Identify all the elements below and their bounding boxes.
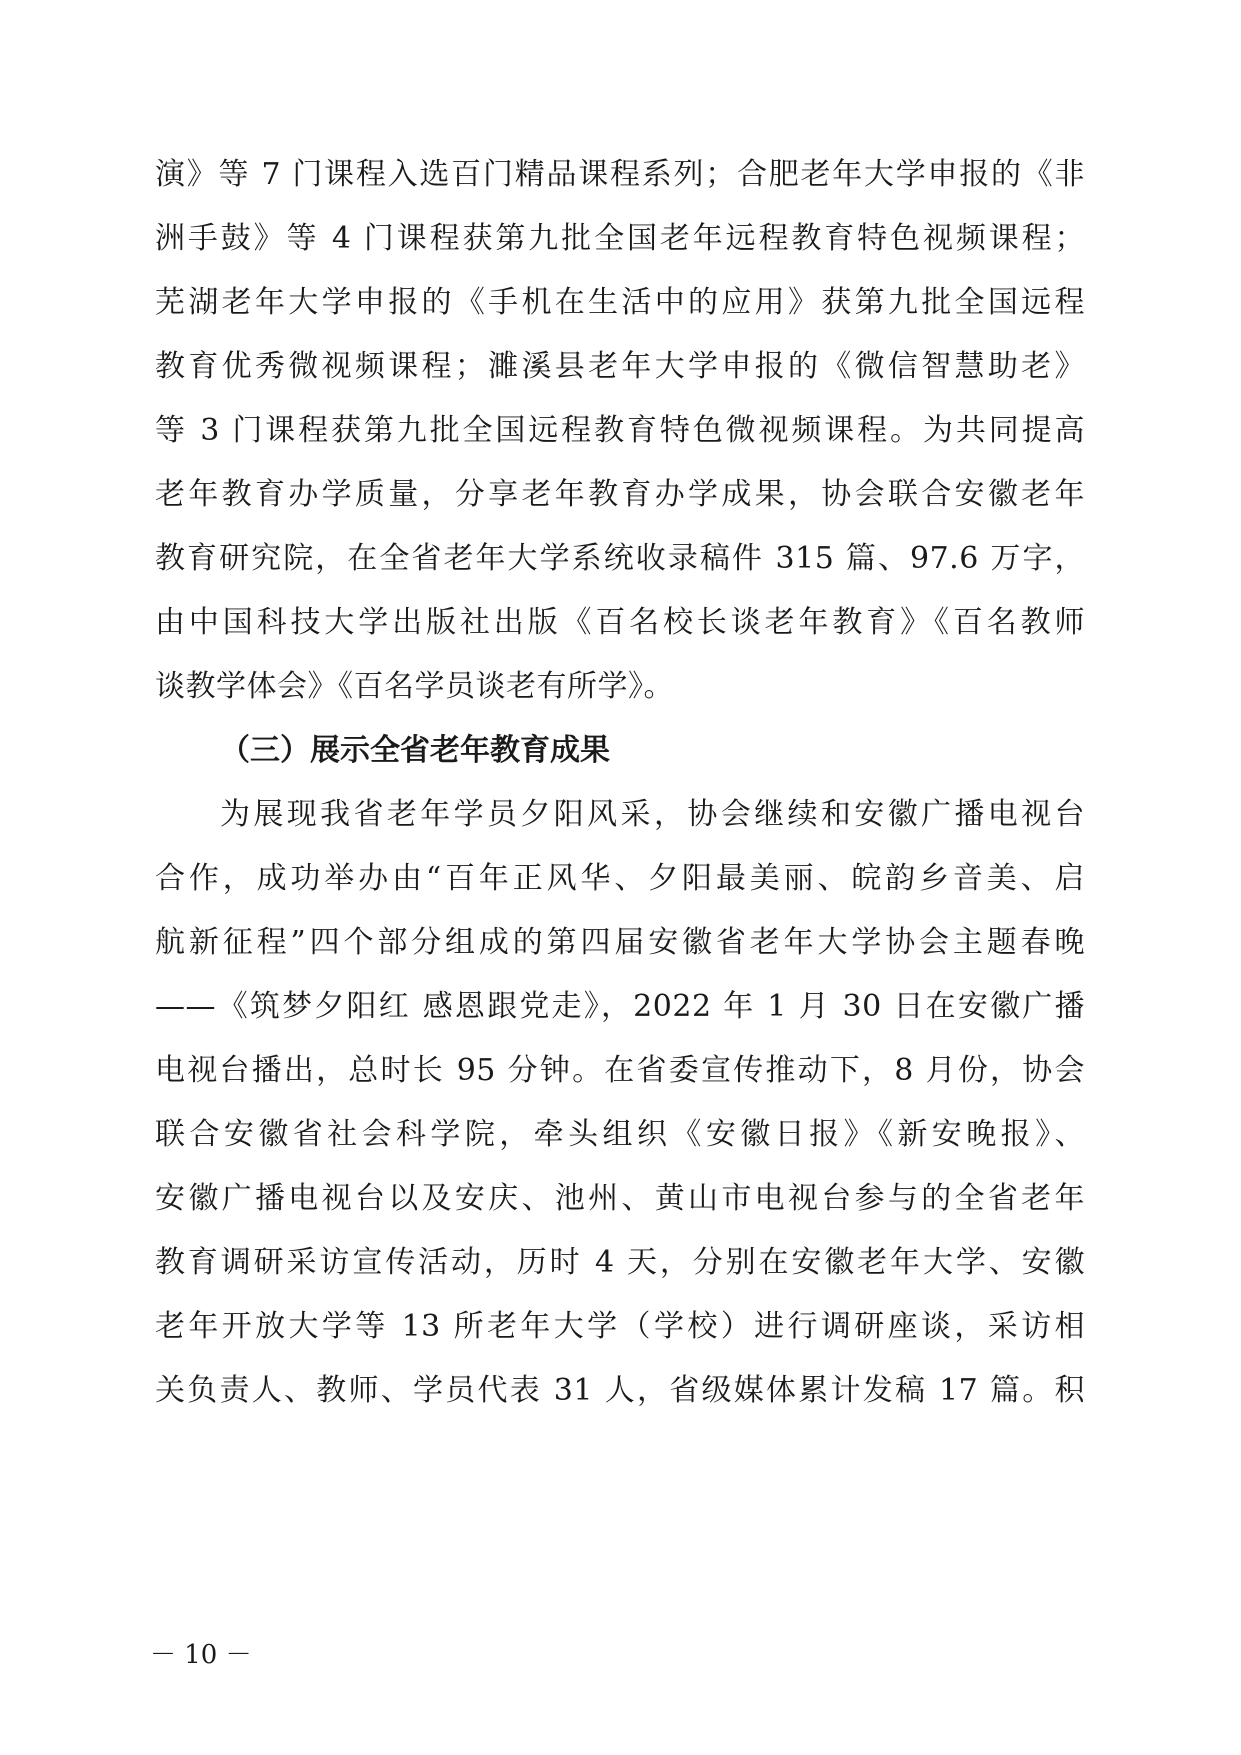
body-text-line: 电视台播出，总时长 95 分钟。在省委宣传推动下，8 月份，协会 xyxy=(155,1053,1085,1088)
body-text-line: 航新征程”四个部分组成的第四届安徽省老年大学协会主题春晚 xyxy=(155,925,1085,960)
section-heading: （三）展示全省老年教育成果 xyxy=(220,733,610,768)
body-text-line: 老年开放大学等 13 所老年大学（学校）进行调研座谈，采访相 xyxy=(155,1309,1085,1344)
body-text-line: 安徽广播电视台以及安庆、池州、黄山市电视台参与的全省老年 xyxy=(155,1181,1085,1216)
page-number: － 10 － xyxy=(150,1640,252,1670)
body-text-line: 等 3 门课程获第九批全国远程教育特色微视频课程。为共同提高 xyxy=(155,413,1085,448)
body-text-line: 芜湖老年大学申报的《手机在生活中的应用》获第九批全国远程 xyxy=(155,285,1085,320)
body-text-line: 由中国科技大学出版社出版《百名校长谈老年教育》《百名教师 xyxy=(155,605,1085,640)
body-text-line: ——《筑梦夕阳红 感恩跟党走》，2022 年 1 月 30 日在安徽广播 xyxy=(155,989,1085,1024)
body-text-line: 谈教学体会》《百名学员谈老有所学》。 xyxy=(155,669,674,704)
body-text-line: 合作，成功举办由“百年正风华、夕阳最美丽、皖韵乡音美、启 xyxy=(155,861,1085,896)
body-text-line: 演》等 7 门课程入选百门精品课程系列；合肥老年大学申报的《非 xyxy=(155,157,1085,192)
body-text-line: 洲手鼓》等 4 门课程获第九批全国老年远程教育特色视频课程； xyxy=(155,221,1085,256)
body-text-line: 教育优秀微视频课程；濉溪县老年大学申报的《微信智慧助老》 xyxy=(155,349,1085,384)
body-text-line: 为展现我省老年学员夕阳风采，协会继续和安徽广播电视台 xyxy=(220,797,1085,832)
body-text-line: 联合安徽省社会科学院，牵头组织《安徽日报》《新安晚报》、 xyxy=(155,1117,1085,1152)
body-text-line: 老年教育办学质量，分享老年教育办学成果，协会联合安徽老年 xyxy=(155,477,1085,512)
body-text-line: 关负责人、教师、学员代表 31 人，省级媒体累计发稿 17 篇。积 xyxy=(155,1373,1085,1408)
body-text-line: 教育调研采访宣传活动，历时 4 天，分别在安徽老年大学、安徽 xyxy=(155,1245,1085,1280)
body-text-line: 教育研究院，在全省老年大学系统收录稿件 315 篇、97.6 万字， xyxy=(155,541,1085,576)
